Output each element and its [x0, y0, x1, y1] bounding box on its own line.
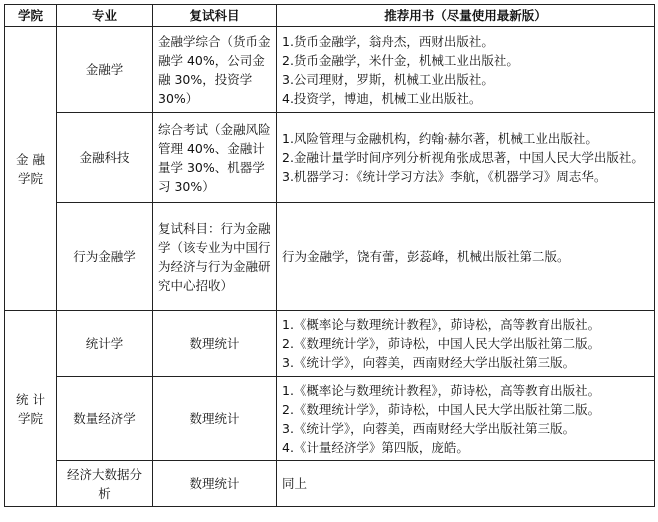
- book-item: 2.《数理统计学》，茆诗松，中国人民大学出版社第二版。: [282, 401, 601, 417]
- exam-subject-cell: 复试科目：行为金融学（该专业为中国行为经济与行为金融研究中心招收）: [153, 203, 277, 311]
- books-cell: [277, 27, 655, 113]
- exam-subject-cell: 数理统计: [153, 377, 277, 461]
- book-item: 2.金融计量学时间序列分析视角张成思著，中国人民大学出版社。: [282, 150, 644, 165]
- table-row: [5, 203, 655, 311]
- book-item: 4.《计量经济学》第四版，庞皓。: [282, 439, 469, 455]
- book-item: 2.货币金融学，米什金，机械工业出版社。: [282, 52, 519, 68]
- table-row: [5, 113, 655, 203]
- college-name-line1: 金 融: [16, 151, 45, 167]
- college-cell-statistics: [5, 311, 57, 507]
- exam-subject-cell: 综合考试（金融风险管理 40%、金融计量学 30%、机器学习 30%）: [153, 113, 277, 203]
- book-item: 1.《概率论与数理统计教程》，茆诗松，高等教育出版社。: [282, 382, 601, 398]
- table-row: [5, 27, 655, 113]
- books-cell: 同上: [277, 461, 655, 507]
- book-item: 3.《统计学》，向蓉美，西南财经大学出版社第三版。: [282, 420, 576, 436]
- book-item: 1.货币金融学，翁舟杰，西财出版社。: [282, 33, 494, 49]
- header-major: 专业: [57, 5, 153, 27]
- major-cell: 经济大数据分析: [57, 461, 153, 507]
- exam-subject-cell: 金融学综合（货币金融学 40%，公司金融 30%，投资学 30%）: [153, 27, 277, 113]
- major-cell: 金融学: [57, 27, 153, 113]
- college-name-line1: 统 计: [16, 391, 45, 407]
- major-cell: 数量经济学: [57, 377, 153, 461]
- books-cell: [277, 377, 655, 461]
- exam-subject-cell: 数理统计: [153, 311, 277, 377]
- book-item: 3.《统计学》，向蓉美，西南财经大学出版社第三版。: [282, 355, 576, 370]
- table-row: [5, 461, 655, 507]
- books-cell: [277, 311, 655, 377]
- books-cell: [277, 113, 655, 203]
- exam-subject-cell: 数理统计: [153, 461, 277, 507]
- table-row: [5, 311, 655, 377]
- book-item: 1.风险管理与金融机构，约翰·赫尔著，机械工业出版社。: [282, 131, 598, 146]
- header-college: 学院: [5, 5, 57, 27]
- major-cell: 金融科技: [57, 113, 153, 203]
- recommended-books-table: [4, 4, 655, 507]
- book-item: 3.机器学习：《统计学习方法》李航，《机器学习》周志华。: [282, 169, 607, 184]
- table-row: [5, 377, 655, 461]
- book-item: 3.公司理财，罗斯，机械工业出版社。: [282, 71, 494, 87]
- book-item: 1.《概率论与数理统计教程》，茆诗松，高等教育出版社。: [282, 317, 601, 332]
- major-cell: 行为金融学: [57, 203, 153, 311]
- books-cell: 行为金融学，饶有蕾，彭蕊峰，机械出版社第二版。: [277, 203, 655, 311]
- header-exam-subject: 复试科目: [153, 5, 277, 27]
- college-name-line2: 学院: [17, 170, 43, 186]
- major-cell: 统计学: [57, 311, 153, 377]
- header-recommended-books: 推荐用书（尽量使用最新版）: [277, 5, 655, 27]
- college-cell-finance: [5, 27, 57, 311]
- book-item: 2.《数理统计学》，茆诗松，中国人民大学出版社第二版。: [282, 336, 601, 351]
- table-header-row: [5, 5, 655, 27]
- college-name-line2: 学院: [17, 410, 43, 426]
- book-item: 4.投资学，博迪，机械工业出版社。: [282, 90, 482, 106]
